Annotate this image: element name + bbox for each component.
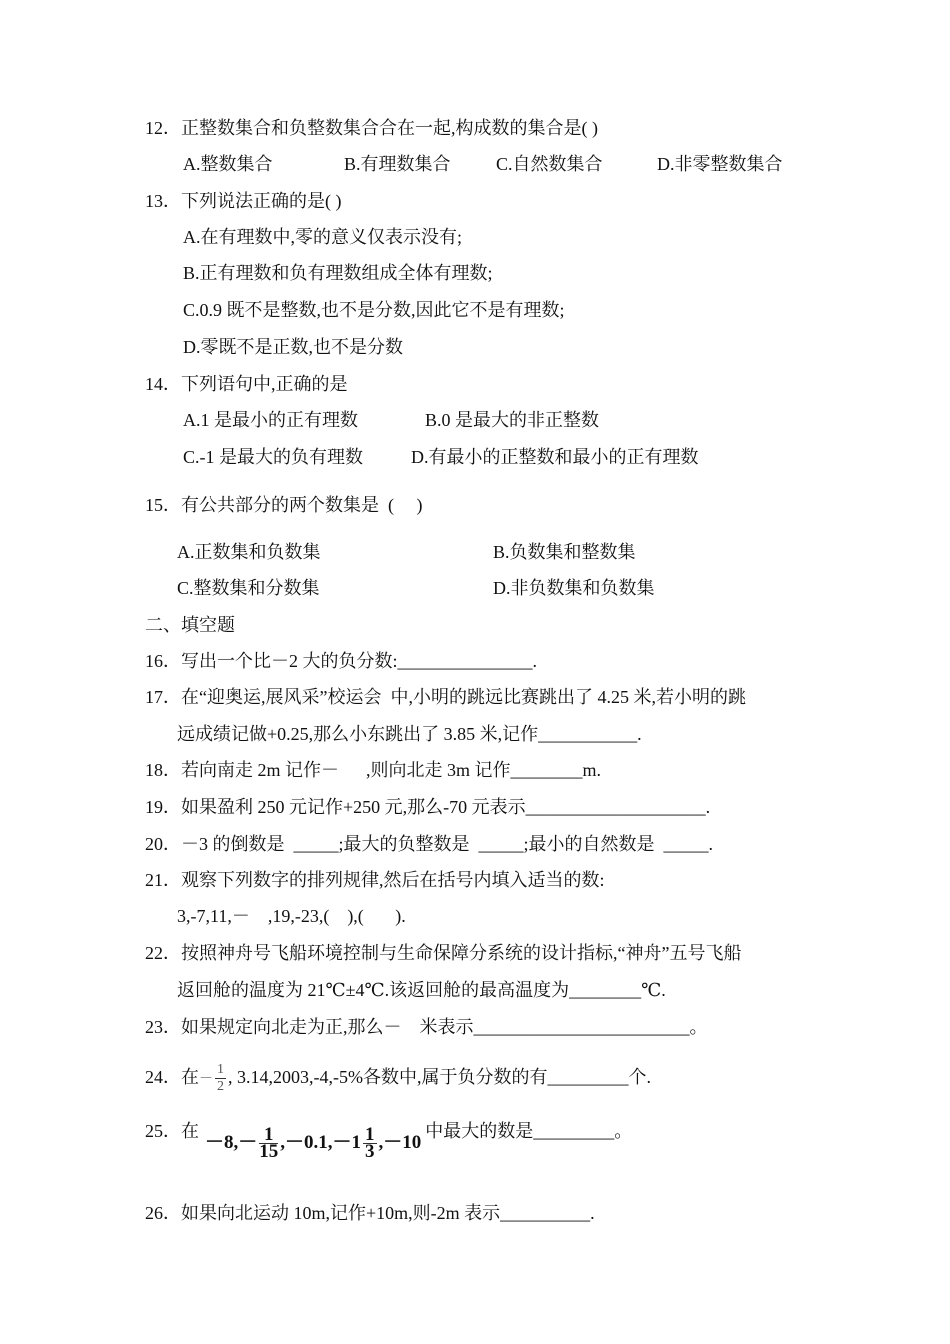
option-a: A.整数集合 <box>183 154 273 174</box>
option-d: D.零既不是正数,也不是分数 <box>183 337 403 357</box>
question-number: 14． <box>145 374 181 394</box>
question-text: 写出一个比－2 大的负分数:_______________. <box>181 651 537 671</box>
question-text: 在“迎奥运,展风采”校运会 中,小明的跳远比赛跳出了 4.25 米,若小明的跳 <box>181 687 746 707</box>
q25 <box>145 1120 632 1165</box>
question-number: 24． <box>145 1067 181 1087</box>
question-number: 25． <box>145 1121 181 1141</box>
option-c: C.0.9 既不是整数,也不是分数,因此它不是有理数; <box>183 300 565 320</box>
q22-line2: 返回舱的温度为 21℃±4℃.该返回舱的最高温度为________℃. <box>177 980 666 1000</box>
option-c: C.自然数集合 <box>496 154 603 174</box>
expr-part: －8,－ <box>205 1132 258 1153</box>
fraction-1-3 <box>363 1124 377 1163</box>
q17-line1 <box>145 686 746 708</box>
option-a: A.1 是最小的正有理数 <box>183 410 358 430</box>
question-number: 16． <box>145 651 181 671</box>
numerator: 1 <box>217 1062 224 1078</box>
stem: 正整数集合和负整数集合合在一起,构成数的集合是( ) <box>181 118 598 138</box>
question-number: 22． <box>145 943 181 963</box>
question-text: 若向南走 2m 记作－ ,则向北走 3m 记作________m. <box>181 760 602 780</box>
option-c: C.-1 是最大的负有理数 <box>183 447 363 467</box>
q19 <box>145 796 710 818</box>
numerator: 1 <box>259 1127 278 1144</box>
q24 <box>145 1058 651 1099</box>
denominator: 3 <box>365 1141 375 1163</box>
q16 <box>145 650 537 672</box>
expr-part: ,－10 <box>378 1132 422 1153</box>
option-d: D.非负数集和负数集 <box>493 578 655 598</box>
q26 <box>145 1202 595 1224</box>
option-c: C.整数集和分数集 <box>177 578 320 598</box>
question-text: －3 的倒数是 _____;最大的负整数是 _____;最小的自然数是 _____. <box>181 834 713 854</box>
question-text: 如果向北运动 10m,记作+10m,则-2m 表示__________. <box>181 1203 595 1223</box>
option-b: B.有理数集合 <box>344 154 451 174</box>
numerator: 1 <box>365 1124 375 1146</box>
stem: 有公共部分的两个数集是 ( ) <box>181 495 423 515</box>
fraction-1-15 <box>259 1124 279 1163</box>
question-number: 13． <box>145 191 181 211</box>
question-number: 15． <box>145 495 181 515</box>
option-b: B.正有理数和负有理数组成全体有理数; <box>183 263 493 283</box>
stem: 下列语句中,正确的是 <box>181 374 348 394</box>
option-b: B.负数集和整数集 <box>493 542 636 562</box>
q21-line1 <box>145 869 605 891</box>
denominator: 2 <box>217 1079 224 1095</box>
section-heading: 二、填空题 <box>145 615 235 635</box>
question-number: 20． <box>145 834 181 854</box>
question-text: 按照神舟号飞船环境控制与生命保障分系统的设计指标,“神舟”五号飞船 <box>181 943 742 963</box>
minus-sign: － <box>199 1072 213 1087</box>
q15-stem <box>145 494 423 516</box>
question-number: 12． <box>145 118 181 138</box>
q21-line2: 3,-7,11,－ ,19,-23,( ),( ). <box>177 906 406 926</box>
fraction <box>215 1062 226 1095</box>
question-number: 26． <box>145 1203 181 1223</box>
q14-stem <box>145 373 348 395</box>
expr-part: ,－0.1,－1 <box>280 1132 362 1153</box>
question-text: 如果盈利 250 元记作+250 元,那么-70 元表示____________________. <box>181 797 711 817</box>
question-number: 23． <box>145 1017 181 1037</box>
question-text: , 3.14,2003,-4,-5%各数中,属于负分数的有_________个. <box>228 1067 651 1087</box>
text: 在 <box>181 1067 199 1087</box>
question-text: 观察下列数字的排列规律,然后在括号内填入适当的数: <box>181 870 605 890</box>
question-number: 21． <box>145 870 181 890</box>
denominator: 15 <box>259 1141 279 1163</box>
option-a: A.正数集和负数集 <box>177 542 321 562</box>
q20 <box>145 833 713 855</box>
question-number: 17． <box>145 687 181 707</box>
question-number: 18． <box>145 760 181 780</box>
stem: 下列说法正确的是( ) <box>181 191 342 211</box>
q12-stem <box>145 117 598 139</box>
q18 <box>145 759 601 781</box>
option-d: D.非零整数集合 <box>657 154 783 174</box>
question-text: 中最大的数是_________。 <box>425 1121 633 1141</box>
question-number: 19． <box>145 797 181 817</box>
question-text: 如果规定向北走为正,那么－ 米表示________________________。 <box>181 1017 708 1037</box>
q22-line1 <box>145 942 741 964</box>
option-a: A.在有理数中,零的意义仅表示没有; <box>183 227 462 247</box>
option-b: B.0 是最大的非正整数 <box>425 410 600 430</box>
option-d: D.有最小的正整数和最小的正有理数 <box>411 447 699 467</box>
text: 在 <box>181 1121 199 1141</box>
q17-line2: 远成绩记做+0.25,那么小东跳出了 3.85 米,记作___________. <box>177 724 642 744</box>
q23 <box>145 1016 708 1038</box>
q13-stem <box>145 190 342 212</box>
